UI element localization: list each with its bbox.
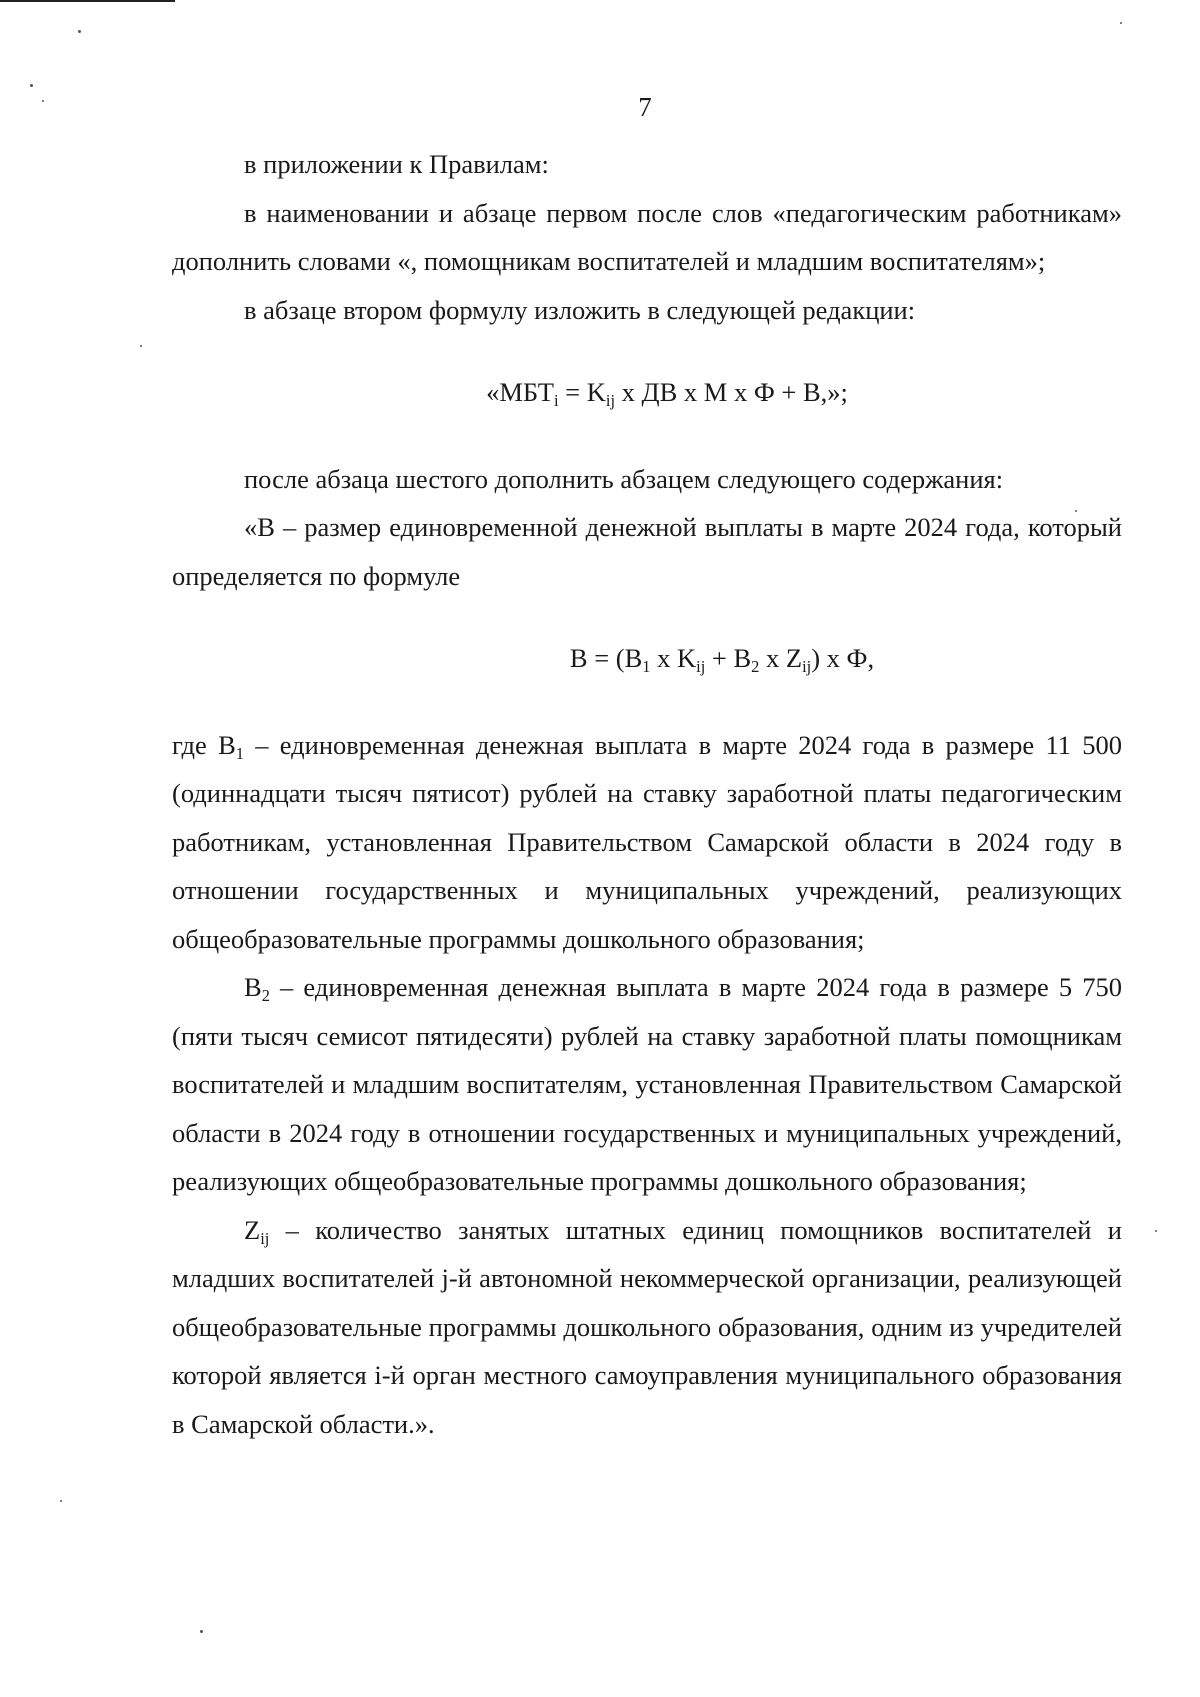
scan-speck	[78, 30, 81, 33]
formula-mbt: «$МБТ_i = K_{ij}$ x ДВ x M x Ф + В,»;	[486, 377, 848, 410]
paragraph-title-amendment: в наименовании и абзаце первом после слов «педагогическим работникам» дополнить словами «, помощникам воспитателей и младшим воспитателям»;	[172, 197, 1122, 276]
scan-speck	[1120, 22, 1122, 24]
page-number: 7	[638, 92, 652, 122]
paragraph-formula-intro: в абзаце втором формулу изложить в следующей редакции:	[244, 294, 916, 325]
paragraph-b1-definition: где $В_1$ – единовременная денежная выплата в марте 2024 года в размере 11 500 (одиннадцати тысяч пятисот) рублей на ставку заработной платы педагогическим работникам, установленная Правительством Самарской области в 2024 году в отношении государственных и муниципальных учреждений, реализующих общеобразовательные программы дошкольного образования;	[172, 729, 1122, 954]
scan-speck	[30, 84, 33, 87]
scan-speck	[140, 345, 142, 347]
document-body	[172, 140, 1122, 1448]
scan-speck	[1155, 1230, 1157, 1232]
scan-speck	[200, 1630, 203, 1633]
formula-payment: $В = (В_1$ x $K_{ij} + В_2$ x $Z_{ij}$) x Ф,	[569, 643, 875, 676]
scan-speck	[60, 1500, 62, 1502]
scan-edge-mark	[0, 0, 175, 2]
paragraph-appendix-intro: в приложении к Правилам:	[244, 149, 549, 179]
paragraph-zij-definition: $Z_{ij}$ – количество занятых штатных единиц помощников воспитателей и младших воспитателей j-й автономной некоммерческой организации, реализующей общеобразовательные программы дошкольного образования, одним из учредителей которой является i-й орган местного самоуправления муниципального образования в Самарской области.».	[172, 1214, 1122, 1439]
paragraph-b2-definition: $В_2$ – единовременная денежная выплата в марте 2024 года в размере 5 750 (пяти тысяч семисот пятидесяти) рублей на ставку заработной платы помощникам воспитателей и младшим воспитателям, установленная Правительством Самарской области в 2024 году в отношении государственных и муниципальных учреждений, реализующих общеобразовательные программы дошкольного образования;	[172, 972, 1122, 1196]
paragraph-addition-intro: после абзаца шестого дополнить абзацем следующего содержания:	[244, 463, 1004, 494]
paragraph-payment-definition: «В – размер единовременной денежной выплаты в марте 2024 года, который определяется по формуле	[172, 512, 1122, 591]
